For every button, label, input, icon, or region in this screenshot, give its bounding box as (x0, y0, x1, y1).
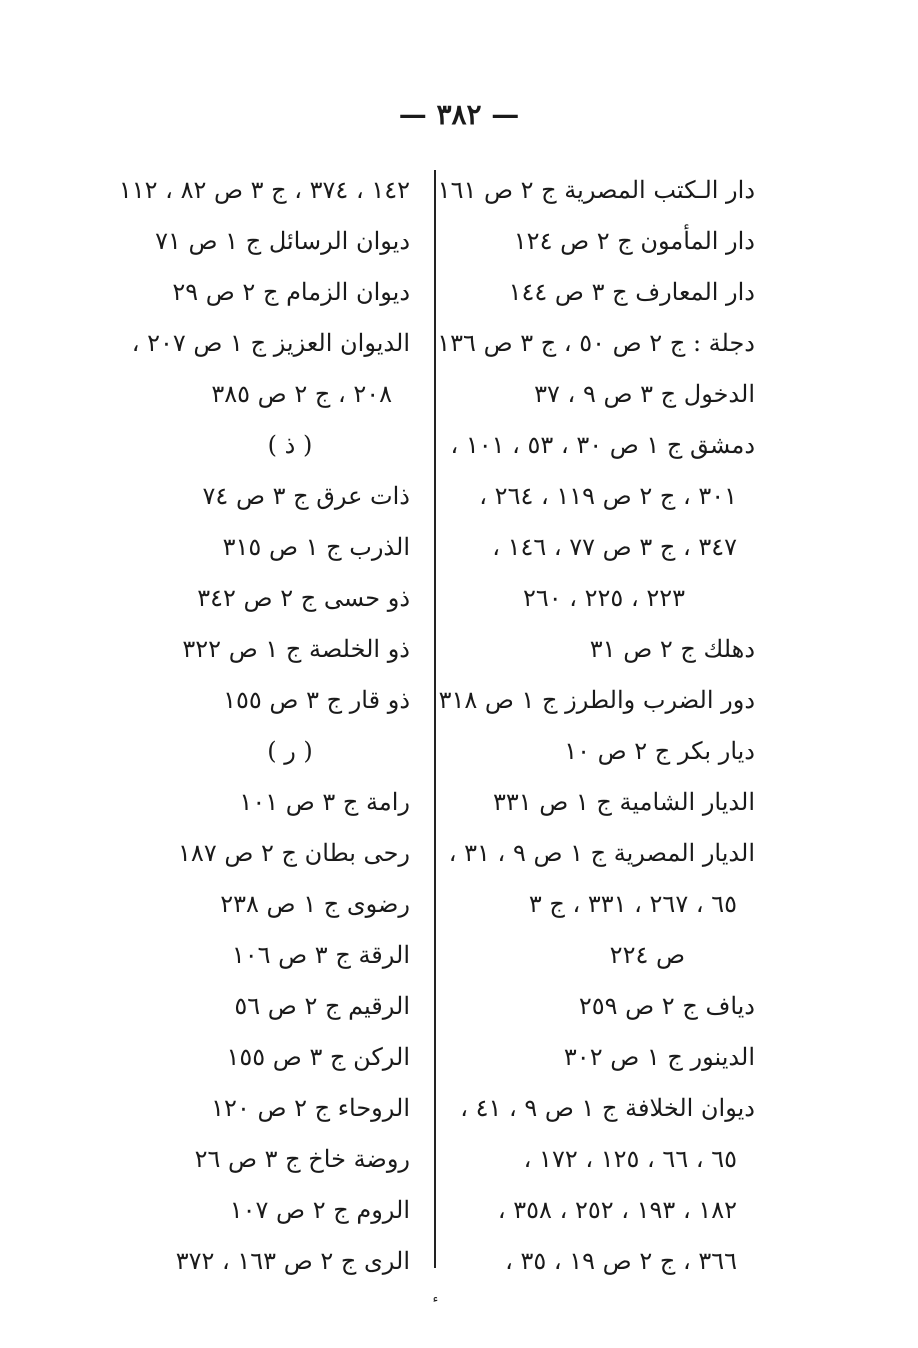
index-entry: الديار المصرية ج ١ ص ٩ ، ٣١ ، (448, 839, 755, 867)
index-entry: الدينور ج ١ ص ٣٠٢ (563, 1043, 755, 1071)
index-entry: دار المعارف ج ٣ ص ١٤٤ (508, 278, 755, 306)
index-entry-continuation: ٣٤٧ ، ج ٣ ص ٧٧ ، ١٤٦ ، (492, 533, 737, 561)
index-column-right (437, 168, 755, 1290)
index-entry: الروحاء ج ٢ ص ١٢٠ (211, 1094, 410, 1122)
index-entry: الرى ج ٢ ص ١٦٣ ، ٣٧٢ (175, 1247, 410, 1275)
index-entry: ديوان الخلافة ج ١ ص ٩ ، ٤١ ، (460, 1094, 755, 1122)
index-entry: الديار الشامية ج ١ ص ٣٣١ (492, 788, 755, 816)
index-entry: دمشق ج ١ ص ٣٠ ، ٥٣ ، ١٠١ ، (450, 431, 755, 459)
index-entry: ذات عرق ج ٣ ص ٧٤ (202, 482, 410, 510)
index-entry: دور الضرب والطرز ج ١ ص ٣١٨ (438, 686, 755, 714)
index-entry-continuation: ص ٢٢٤ (609, 941, 685, 969)
index-entry: دار المأمون ج ٢ ص ١٢٤ (513, 227, 755, 255)
index-entry: ديار بكر ج ٢ ص ١٠ (564, 737, 755, 765)
index-entry: الذرب ج ١ ص ٣١٥ (222, 533, 410, 561)
index-entry: دهلك ج ٢ ص ٣١ (589, 635, 755, 663)
index-entry: الروم ج ٢ ص ١٠٧ (229, 1196, 410, 1224)
page-number: — ٣٨٢ — (398, 98, 520, 131)
index-entry: ذو الخلصة ج ١ ص ٣٢٢ (182, 635, 410, 663)
section-letter-heading: ( ر ) (267, 737, 313, 765)
index-entry: دجلة : ج ٢ ص ٥٠ ، ج ٣ ص ١٣٦ (437, 329, 755, 357)
index-entry: دار الـكتب المصرية ج ٢ ص ١٦١ (437, 176, 755, 204)
index-entry: دياف ج ٢ ص ٢٥٩ (578, 992, 755, 1020)
column-divider (434, 170, 436, 1268)
section-letter-heading: ( ذ ) (267, 431, 313, 459)
index-entry-continuation: ٢٢٣ ، ٢٢٥ ، ٢٦٠ (522, 584, 685, 612)
index-entry: الرقيم ج ٢ ص ٥٦ (234, 992, 410, 1020)
index-entry: ديوان الرسائل ج ١ ص ٧١ (155, 227, 410, 255)
index-entry: رضوى ج ١ ص ٢٣٨ (220, 890, 410, 918)
index-entry-continuation: ٢٠٨ ، ج ٢ ص ٣٨٥ (211, 380, 392, 408)
index-entry: رامة ج ٣ ص ١٠١ (239, 788, 410, 816)
index-entry: ذو حسى ج ٢ ص ٣٤٢ (197, 584, 410, 612)
index-entry: رحى بطان ج ٢ ص ١٨٧ (178, 839, 410, 867)
index-entry-continuation: ١٤٢ ، ٣٧٤ ، ج ٣ ص ٨٢ ، ١١٢ (118, 176, 410, 204)
index-entry-continuation: ٣٦٦ ، ج ٢ ص ١٩ ، ٣٥ ، (505, 1247, 737, 1275)
index-entry: الرقة ج ٣ ص ١٠٦ (231, 941, 410, 969)
index-entry-continuation: ٣٠١ ، ج ٢ ص ١١٩ ، ٢٦٤ ، (479, 482, 737, 510)
index-entry: روضة خاخ ج ٣ ص ٢٦ (194, 1145, 410, 1173)
index-entry-continuation: ٦٥ ، ٢٦٧ ، ٣٣١ ، ج ٣ (528, 890, 737, 918)
index-column-left (100, 168, 410, 1290)
index-entry: ذو قار ج ٣ ص ١٥٥ (223, 686, 410, 714)
index-entry-continuation: ١٨٢ ، ١٩٣ ، ٢٥٢ ، ٣٥٨ ، (497, 1196, 737, 1224)
index-entry: ديوان الزمام ج ٢ ص ٢٩ (172, 278, 410, 306)
index-entry: الركن ج ٣ ص ١٥٥ (226, 1043, 410, 1071)
index-entry: الديوان العزيز ج ١ ص ٢٠٧ ، (131, 329, 410, 357)
index-entry: الدخول ج ٣ ص ٩ ، ٣٧ (534, 380, 755, 408)
index-entry-continuation: ٦٥ ، ٦٦ ، ١٢٥ ، ١٧٢ ، (523, 1145, 737, 1173)
